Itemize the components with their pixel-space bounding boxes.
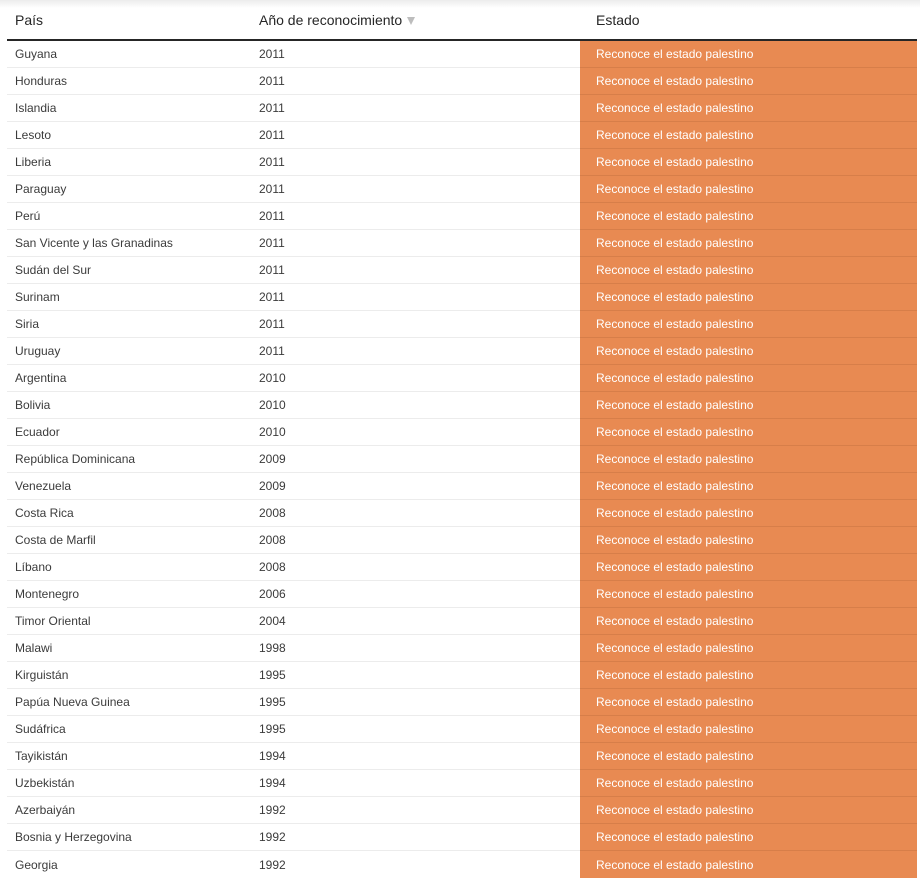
country-cell: Argentina	[7, 365, 251, 392]
country-cell: Venezuela	[7, 473, 251, 500]
table-row	[7, 608, 917, 635]
year-cell: 2006	[251, 581, 580, 608]
status-cell: Reconoce el estado palestino	[580, 743, 917, 770]
table-row	[7, 41, 917, 68]
country-cell: Uruguay	[7, 338, 251, 365]
year-cell: 2010	[251, 392, 580, 419]
year-cell: 2009	[251, 446, 580, 473]
status-cell: Reconoce el estado palestino	[580, 68, 917, 95]
country-cell: Tayikistán	[7, 743, 251, 770]
column-header-label: Estado	[596, 11, 640, 28]
country-cell: Papúa Nueva Guinea	[7, 689, 251, 716]
table-row	[7, 851, 917, 878]
country-cell: Kirguistán	[7, 662, 251, 689]
column-header-year[interactable]	[251, 0, 580, 39]
year-cell: 1992	[251, 824, 580, 851]
country-cell: Liberia	[7, 149, 251, 176]
status-cell: Reconoce el estado palestino	[580, 689, 917, 716]
country-cell: Sudán del Sur	[7, 257, 251, 284]
status-cell: Reconoce el estado palestino	[580, 770, 917, 797]
status-cell: Reconoce el estado palestino	[580, 662, 917, 689]
country-cell: Ecuador	[7, 419, 251, 446]
country-cell: Honduras	[7, 68, 251, 95]
country-cell: Costa de Marfil	[7, 527, 251, 554]
table-row	[7, 473, 917, 500]
status-cell: Reconoce el estado palestino	[580, 338, 917, 365]
status-cell: Reconoce el estado palestino	[580, 122, 917, 149]
country-cell: Malawi	[7, 635, 251, 662]
table-row	[7, 824, 917, 851]
status-cell: Reconoce el estado palestino	[580, 230, 917, 257]
status-cell: Reconoce el estado palestino	[580, 635, 917, 662]
country-cell: Azerbaiyán	[7, 797, 251, 824]
year-cell: 2011	[251, 338, 580, 365]
table-row	[7, 446, 917, 473]
table-row	[7, 203, 917, 230]
status-cell: Reconoce el estado palestino	[580, 284, 917, 311]
status-cell: Reconoce el estado palestino	[580, 311, 917, 338]
table-header	[7, 0, 917, 41]
table-row	[7, 284, 917, 311]
status-cell: Reconoce el estado palestino	[580, 797, 917, 824]
year-cell: 1995	[251, 716, 580, 743]
country-cell: Surinam	[7, 284, 251, 311]
status-cell: Reconoce el estado palestino	[580, 203, 917, 230]
year-cell: 2011	[251, 149, 580, 176]
table-row	[7, 122, 917, 149]
country-cell: Sudáfrica	[7, 716, 251, 743]
country-cell: Montenegro	[7, 581, 251, 608]
year-cell: 2008	[251, 527, 580, 554]
year-cell: 2011	[251, 230, 580, 257]
year-cell: 1992	[259, 857, 286, 872]
table-row	[7, 365, 917, 392]
column-header-label: País	[15, 11, 44, 28]
status-cell: Reconoce el estado palestino	[580, 608, 917, 635]
country-cell: Guyana	[7, 41, 251, 68]
status-cell: Reconoce el estado palestino	[580, 419, 917, 446]
year-cell: 2004	[251, 608, 580, 635]
table-row	[7, 338, 917, 365]
table-row	[7, 68, 917, 95]
status-cell: Reconoce el estado palestino	[580, 176, 917, 203]
year-cell: 2011	[251, 284, 580, 311]
table-row	[7, 689, 917, 716]
status-cell: Reconoce el estado palestino	[580, 41, 917, 68]
country-cell: Bolivia	[7, 392, 251, 419]
year-cell: 2010	[251, 365, 580, 392]
table-row	[7, 230, 917, 257]
status-cell: Reconoce el estado palestino	[580, 581, 917, 608]
country-cell: Lesoto	[7, 122, 251, 149]
table-body	[7, 41, 917, 878]
column-header-label: Año de reconocimiento	[259, 11, 403, 28]
year-cell: 2008	[251, 500, 580, 527]
country-cell: Siria	[7, 311, 251, 338]
sort-descending-icon[interactable]	[407, 17, 415, 25]
year-cell: 2011	[251, 311, 580, 338]
status-cell: Reconoce el estado palestino	[580, 257, 917, 284]
year-cell: 2011	[251, 203, 580, 230]
status-cell: Reconoce el estado palestino	[580, 716, 917, 743]
status-cell: Reconoce el estado palestino	[580, 527, 917, 554]
table-row	[7, 95, 917, 122]
table-row	[7, 770, 917, 797]
recognition-table	[7, 0, 917, 878]
status-cell: Reconoce el estado palestino	[580, 824, 917, 851]
table-row	[7, 176, 917, 203]
year-cell: 1998	[251, 635, 580, 662]
table-row	[7, 419, 917, 446]
country-cell: Costa Rica	[7, 500, 251, 527]
status-cell: Reconoce el estado palestino	[580, 554, 917, 581]
table-row	[7, 662, 917, 689]
year-cell: 1994	[251, 743, 580, 770]
year-cell: 2011	[251, 176, 580, 203]
table-row	[7, 500, 917, 527]
status-cell: Reconoce el estado palestino	[580, 446, 917, 473]
year-cell: 2010	[251, 419, 580, 446]
year-cell: 2011	[251, 68, 580, 95]
country-cell: San Vicente y las Granadinas	[7, 230, 251, 257]
year-cell: 2011	[251, 122, 580, 149]
table-row	[7, 392, 917, 419]
country-cell: República Dominicana	[7, 446, 251, 473]
country-cell: Uzbekistán	[7, 770, 251, 797]
year-cell: 2011	[251, 95, 580, 122]
status-cell: Reconoce el estado palestino	[580, 473, 917, 500]
year-cell: 1995	[251, 689, 580, 716]
country-cell: Islandia	[7, 95, 251, 122]
year-cell: 2009	[251, 473, 580, 500]
status-cell: Reconoce el estado palestino	[580, 392, 917, 419]
status-cell: Reconoce el estado palestino	[580, 500, 917, 527]
status-cell: Reconoce el estado palestino	[580, 851, 917, 878]
table-row	[7, 797, 917, 824]
table-row	[7, 716, 917, 743]
country-cell: Bosnia y Herzegovina	[7, 824, 251, 851]
column-header-status[interactable]	[580, 0, 917, 39]
table-row	[7, 311, 917, 338]
table-row	[7, 554, 917, 581]
year-cell: 2008	[251, 554, 580, 581]
table-row	[7, 527, 917, 554]
status-cell: Reconoce el estado palestino	[580, 95, 917, 122]
table-row	[7, 581, 917, 608]
country-cell: Paraguay	[7, 176, 251, 203]
country-cell: Timor Oriental	[7, 608, 251, 635]
table-row	[7, 149, 917, 176]
table-row	[7, 635, 917, 662]
country-cell: Georgia	[15, 857, 58, 872]
year-cell: 2011	[251, 257, 580, 284]
year-cell: 1995	[251, 662, 580, 689]
country-cell: Líbano	[7, 554, 251, 581]
status-cell: Reconoce el estado palestino	[580, 365, 917, 392]
year-cell: 2011	[251, 41, 580, 68]
table-row	[7, 257, 917, 284]
table-row	[7, 743, 917, 770]
country-cell: Perú	[7, 203, 251, 230]
status-cell: Reconoce el estado palestino	[580, 149, 917, 176]
column-header-country[interactable]	[7, 0, 251, 39]
year-cell: 1994	[251, 770, 580, 797]
year-cell: 1992	[251, 797, 580, 824]
